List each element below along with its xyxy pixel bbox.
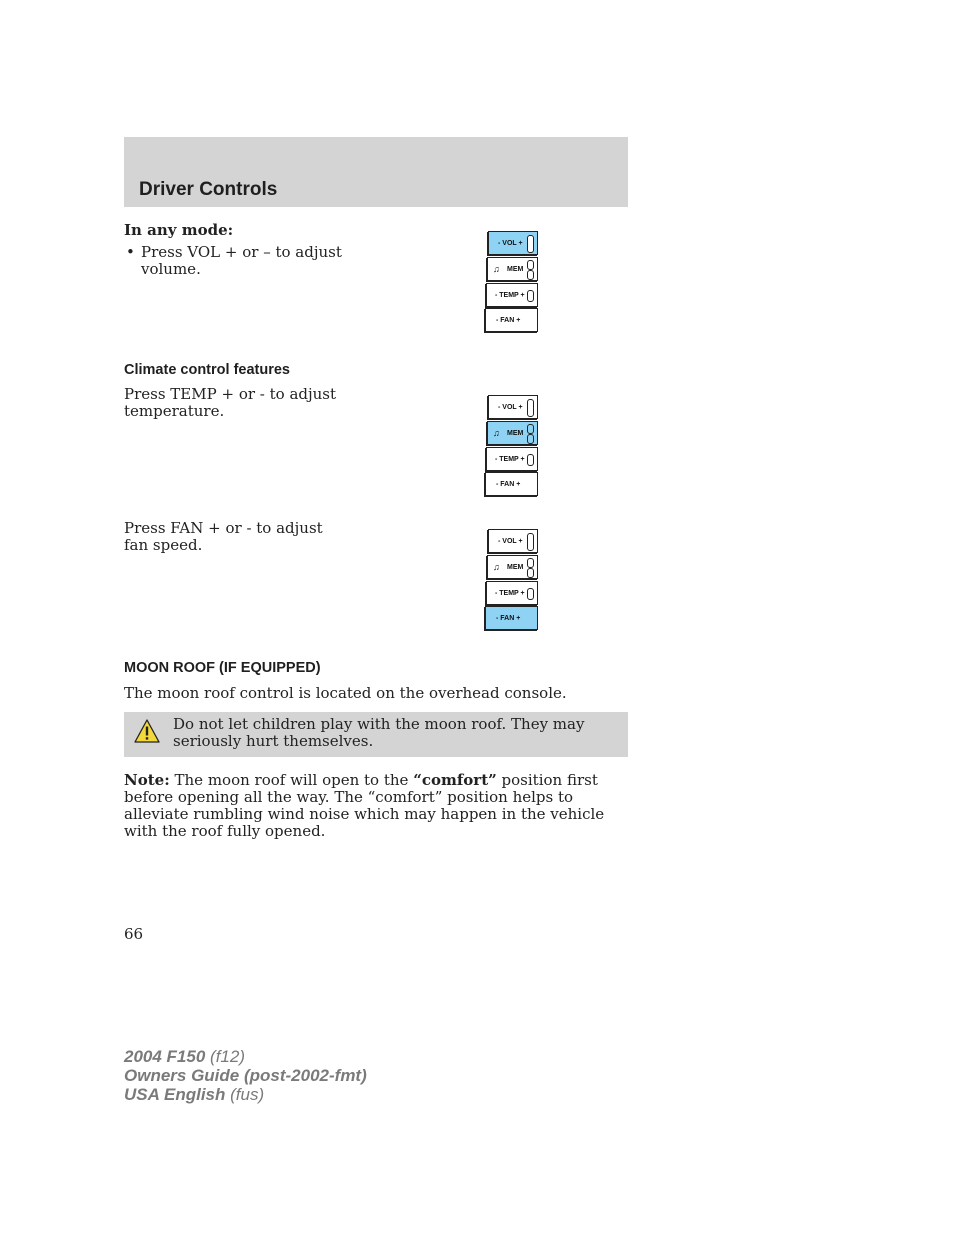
- vol-button: - VOL +: [488, 395, 538, 419]
- vol-button: - VOL +: [488, 231, 538, 255]
- warning-text: Do not let children play with the moon roof. They may seriously hurt themselves.: [173, 715, 585, 750]
- temp-button: - TEMP +: [486, 447, 538, 471]
- temp-knob-icon: [527, 290, 534, 302]
- moon-roof-heading: MOON ROOF (IF EQUIPPED): [124, 660, 321, 676]
- mem-knob-icon: [527, 558, 534, 568]
- footer-line-2: Owners Guide (post-2002-fmt): [124, 1066, 367, 1085]
- climate-heading: Climate control features: [124, 362, 290, 378]
- vol-button: - VOL +: [488, 529, 538, 553]
- mem-button: ♫ MEM: [487, 257, 538, 281]
- chapter-title: Driver Controls: [139, 179, 278, 200]
- mem-button: ♫ MEM: [487, 555, 538, 579]
- note-label: Note:: [124, 771, 170, 789]
- footer-line-3: USA English (fus): [124, 1085, 265, 1104]
- vol-knob-icon: [527, 235, 534, 253]
- mem-knob-icon: [527, 434, 534, 444]
- bullet-item: • Press VOL + or – to adjust volume.: [124, 244, 344, 278]
- note-emphasis: “comfort”: [413, 771, 497, 789]
- note-text-part2: position first before opening all the way. The “comfort” position helps to alleviate rumbling wind noise which may happen in the vehicle with the roof fully opened.: [124, 771, 605, 840]
- mem-knob-icon: [527, 270, 534, 280]
- fan-button: - FAN +: [485, 472, 538, 496]
- temp-knob-icon: [527, 454, 534, 466]
- control-panel-vol-highlight: [484, 231, 540, 335]
- mode-label: In any mode:: [124, 221, 234, 239]
- mem-knob-icon: [527, 260, 534, 270]
- temp-button: - TEMP +: [486, 581, 538, 605]
- fan-button: - FAN +: [485, 308, 538, 332]
- warning-box: [124, 712, 628, 757]
- warning-triangle-icon: [134, 718, 160, 744]
- document-footer: [124, 1047, 367, 1104]
- fan-instruction: Press FAN + or - to adjust fan speed.: [124, 519, 323, 554]
- moon-roof-note: [124, 772, 628, 840]
- fan-button: - FAN +: [485, 606, 538, 630]
- temp-button: - TEMP +: [486, 283, 538, 307]
- footer-line-1: 2004 F150 (f12): [124, 1047, 245, 1066]
- control-panel-mem-highlight: [484, 395, 540, 499]
- bullet-list: [124, 244, 344, 278]
- mem-button: ♫ MEM: [487, 421, 538, 445]
- music-note-icon: ♫: [493, 428, 500, 438]
- mem-knob-icon: [527, 424, 534, 434]
- mem-knob-icon: [527, 568, 534, 578]
- vol-knob-icon: [527, 399, 534, 417]
- moon-roof-intro: The moon roof control is located on the overhead console.: [124, 684, 567, 702]
- page-number: 66: [124, 925, 144, 943]
- control-panel-fan-highlight: [484, 529, 540, 633]
- temp-instruction: Press TEMP + or - to adjust temperature.: [124, 385, 337, 420]
- music-note-icon: ♫: [493, 264, 500, 274]
- music-note-icon: ♫: [493, 562, 500, 572]
- chapter-header-band: [124, 137, 628, 207]
- note-text-part1: The moon roof will open to the: [174, 771, 409, 789]
- temp-knob-icon: [527, 588, 534, 600]
- vol-knob-icon: [527, 533, 534, 551]
